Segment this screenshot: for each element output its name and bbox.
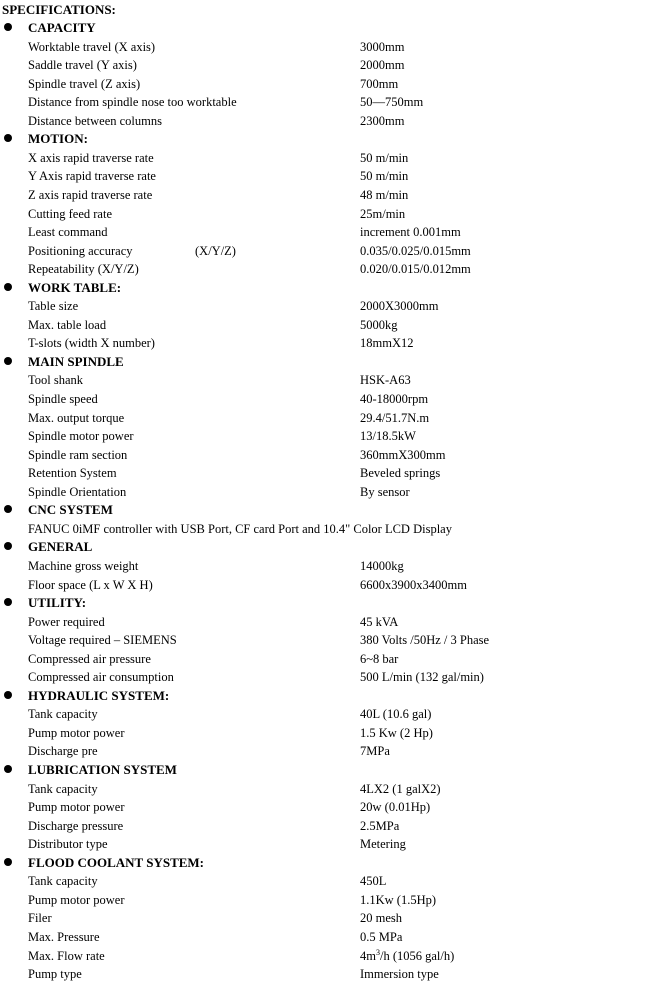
bullet-icon <box>4 23 12 31</box>
spec-value <box>360 205 405 224</box>
spec-label: Table size <box>28 299 79 314</box>
section-title: WORK TABLE: <box>28 279 122 295</box>
spec-value <box>360 427 416 446</box>
spec-row <box>0 446 655 465</box>
spec-value-text: 380 Volts /50Hz / 3 Phase <box>360 633 490 648</box>
spec-label: Worktable travel (X axis) <box>28 39 156 54</box>
spec-label: Spindle ram section <box>28 447 128 462</box>
spec-value <box>360 334 413 353</box>
spec-value-text: 29.4/51.7N.m <box>360 410 430 425</box>
spec-label: Voltage required – SIEMENS <box>28 633 177 648</box>
spec-row <box>0 242 655 261</box>
spec-label: Retention System <box>28 466 117 481</box>
spec-value <box>360 742 390 761</box>
bullet-icon <box>4 357 12 365</box>
spec-row <box>0 965 655 984</box>
spec-value-text: HSK-A63 <box>360 373 411 388</box>
spec-label: Tank capacity <box>28 707 98 722</box>
spec-value <box>360 93 423 112</box>
spec-value-text: 4m <box>360 948 376 963</box>
spec-value <box>360 390 428 409</box>
spec-label: Positioning accuracy <box>28 243 133 258</box>
spec-label: Spindle Orientation <box>28 484 127 499</box>
section-title: CNC SYSTEM <box>28 502 113 518</box>
spec-value <box>360 242 471 261</box>
spec-value-text: 14000kg <box>360 558 404 573</box>
spec-value-text: 50 m/min <box>360 169 409 184</box>
spec-value <box>360 56 404 75</box>
spec-row <box>0 798 655 817</box>
spec-value <box>360 891 436 910</box>
spec-value-text: 48 m/min <box>360 187 409 202</box>
spec-value-text: increment 0.001mm <box>360 225 461 240</box>
spec-value <box>360 724 433 743</box>
spec-value-text: 25m/min <box>360 206 406 221</box>
spec-value <box>360 557 404 576</box>
spec-label: Tank capacity <box>28 874 98 889</box>
spec-label: Compressed air consumption <box>28 670 174 685</box>
bullet-icon <box>4 283 12 291</box>
spec-value <box>360 316 398 335</box>
spec-label: Distance between columns <box>28 113 162 128</box>
spec-value <box>360 909 402 928</box>
spec-value <box>360 38 404 57</box>
spec-value-text: 2000mm <box>360 58 405 73</box>
spec-row <box>0 56 655 75</box>
spec-row <box>0 872 655 891</box>
page-title: SPECIFICATIONS: <box>2 2 116 17</box>
spec-value-text: 700mm <box>360 76 399 91</box>
spec-label: Spindle speed <box>28 392 98 406</box>
section-title: MAIN SPINDLE <box>28 353 124 369</box>
spec-label: Power required <box>28 614 105 629</box>
spec-label: Spindle motor power <box>28 429 134 444</box>
spec-qualifier: (X/Y/Z) <box>195 243 236 258</box>
spec-value-text: 0.020/0.015/0.012mm <box>360 262 471 277</box>
section-title: LUBRICATION SYSTEM <box>28 762 177 777</box>
spec-value-text: 2000X3000mm <box>360 299 439 314</box>
spec-label: Distance from spindle nose too worktable <box>28 95 237 110</box>
section-title: UTILITY: <box>28 595 87 611</box>
spec-value-text: 50—750mm <box>360 95 424 110</box>
spec-row <box>0 371 655 390</box>
spec-label: Max. Flow rate <box>28 948 105 963</box>
spec-value-text: 20w (0.01Hp) <box>360 800 431 815</box>
spec-row <box>0 557 655 576</box>
spec-row <box>0 427 655 446</box>
spec-row <box>0 817 655 836</box>
spec-value-text: Immersion type <box>360 967 439 982</box>
spec-value-text: 2.5MPa <box>360 818 400 833</box>
spec-value <box>360 835 406 854</box>
spec-row <box>0 947 655 966</box>
spec-value <box>360 947 454 966</box>
spec-value <box>360 872 386 891</box>
spec-label: Max. output torque <box>28 410 125 425</box>
spec-value <box>360 817 399 836</box>
spec-value-text: Metering <box>360 837 406 852</box>
spec-row <box>0 835 655 854</box>
spec-value <box>360 464 440 483</box>
spec-value <box>360 483 410 502</box>
spec-value-text: By sensor <box>360 484 410 499</box>
section-title: FLOOD COOLANT SYSTEM: <box>28 854 205 870</box>
spec-row <box>0 909 655 928</box>
spec-label: Cutting feed rate <box>28 206 112 221</box>
spec-label: Tank capacity <box>28 781 98 796</box>
spec-value-superscript: 3 <box>375 947 380 957</box>
section-title: GENERAL <box>28 539 93 555</box>
spec-value-text: 6600x3900x3400mm <box>360 577 467 592</box>
spec-value-text: 450L <box>360 874 387 889</box>
spec-value <box>360 167 408 186</box>
spec-value <box>360 576 467 595</box>
spec-value <box>360 705 431 724</box>
spec-label: Max. table load <box>28 317 107 332</box>
spec-label: Pump motor power <box>28 800 125 815</box>
spec-row <box>0 223 655 242</box>
spec-value-text: 5000kg <box>360 317 398 332</box>
spec-value <box>360 668 484 687</box>
section-title: MOTION: <box>28 131 88 147</box>
spec-value-text: 3000mm <box>360 39 405 54</box>
spec-label: T-slots (width X number) <box>28 336 155 351</box>
spec-value-text: 0.035/0.025/0.015mm <box>360 243 471 258</box>
spec-row <box>0 650 655 669</box>
spec-value <box>360 75 398 94</box>
spec-row <box>0 334 655 353</box>
spec-row <box>0 742 655 761</box>
spec-value <box>360 650 398 669</box>
spec-label: Pump type <box>28 967 82 982</box>
spec-value-text: 50 m/min <box>360 150 409 165</box>
spec-label: Saddle travel (Y axis) <box>28 58 137 73</box>
spec-value-text: 18mmX12 <box>360 336 414 351</box>
spec-value <box>360 149 408 168</box>
spec-value-text: 6~8 bar <box>360 651 399 666</box>
bullet-icon <box>4 691 12 699</box>
spec-label: Z axis rapid traverse rate <box>28 187 153 202</box>
spec-row <box>0 928 655 947</box>
bullet-icon <box>4 858 12 866</box>
spec-value <box>360 371 411 390</box>
spec-label: Discharge pre <box>28 744 98 759</box>
spec-label: Pump motor power <box>28 725 125 740</box>
spec-value-text: Beveled springs <box>360 466 441 481</box>
spec-row <box>0 464 655 483</box>
spec-label: Filer <box>28 911 52 926</box>
spec-row <box>0 38 655 57</box>
spec-row <box>0 112 655 131</box>
spec-row <box>0 93 655 112</box>
spec-value-text: 500 L/min (132 gal/min) <box>360 670 484 685</box>
spec-value-tail: /h (1056 gal/h) <box>379 948 455 963</box>
bullet-icon <box>4 598 12 606</box>
spec-label: Pump motor power <box>28 892 125 907</box>
bullet-icon <box>4 542 12 550</box>
spec-row <box>0 205 655 224</box>
spec-row <box>0 409 655 428</box>
spec-value <box>360 965 439 984</box>
spec-label: Max. Pressure <box>28 929 100 944</box>
spec-label: Distributor type <box>28 837 108 852</box>
spec-label: X axis rapid traverse rate <box>28 150 154 165</box>
spec-row <box>0 260 655 279</box>
spec-row <box>0 390 655 409</box>
spec-row <box>0 316 655 335</box>
spec-value <box>360 297 438 316</box>
spec-row <box>0 186 655 205</box>
spec-value <box>360 631 489 650</box>
spec-row <box>0 576 655 595</box>
spec-row <box>0 149 655 168</box>
spec-value-text: 40-18000rpm <box>360 392 429 406</box>
spec-row <box>0 75 655 94</box>
spec-label: Compressed air pressure <box>28 651 151 666</box>
spec-row <box>0 780 655 799</box>
spec-label: Least command <box>28 225 108 240</box>
spec-value-text: 0.5 MPa <box>360 929 403 944</box>
spec-row <box>0 613 655 632</box>
spec-label: Discharge pressure <box>28 818 124 833</box>
spec-value <box>360 928 402 947</box>
section-title: CAPACITY <box>28 20 96 35</box>
spec-value <box>360 186 408 205</box>
spec-row <box>0 297 655 316</box>
spec-row <box>0 668 655 687</box>
spec-value-text: 1.5 Kw (2 Hp) <box>360 725 433 740</box>
spec-row <box>0 520 655 539</box>
spec-label: Tool shank <box>28 373 84 388</box>
spec-value-text: 4LX2 (1 galX2) <box>360 781 441 796</box>
spec-row <box>0 891 655 910</box>
spec-label: Floor space (L x W X H) <box>28 577 153 592</box>
spec-value <box>360 780 441 799</box>
spec-label: Y Axis rapid traverse rate <box>28 169 156 184</box>
bullet-icon <box>4 505 12 513</box>
spec-text: FANUC 0iMF controller with USB Port, CF card Port and 10.4" Color LCD Display <box>28 521 452 536</box>
spec-row <box>0 167 655 186</box>
spec-row <box>0 483 655 502</box>
spec-row <box>0 705 655 724</box>
spec-value <box>360 446 445 465</box>
spec-value-text: 7MPa <box>360 744 390 759</box>
spec-value <box>360 613 398 632</box>
spec-value-text: 40L (10.6 gal) <box>360 707 432 722</box>
spec-value-text: 45 kVA <box>360 614 399 629</box>
spec-value <box>360 260 471 279</box>
spec-value-text: 1.1Kw (1.5Hp) <box>360 892 437 907</box>
spec-value <box>360 112 404 131</box>
spec-value <box>360 223 461 242</box>
section-title: HYDRAULIC SYSTEM: <box>28 687 170 703</box>
spec-value-text: 2300mm <box>360 113 405 128</box>
spec-label: Machine gross weight <box>28 558 139 573</box>
spec-label: Spindle travel (Z axis) <box>28 76 141 91</box>
spec-value-text: 20 mesh <box>360 911 403 926</box>
spec-row <box>0 631 655 650</box>
bullet-icon <box>4 765 12 773</box>
spec-row <box>0 724 655 743</box>
spec-label: Repeatability (X/Y/Z) <box>28 262 139 277</box>
bullet-icon <box>4 134 12 142</box>
spec-value <box>360 409 429 428</box>
spec-value-text: 360mmX300mm <box>360 447 446 462</box>
spec-value-text: 13/18.5kW <box>360 429 416 444</box>
spec-value <box>360 798 430 817</box>
